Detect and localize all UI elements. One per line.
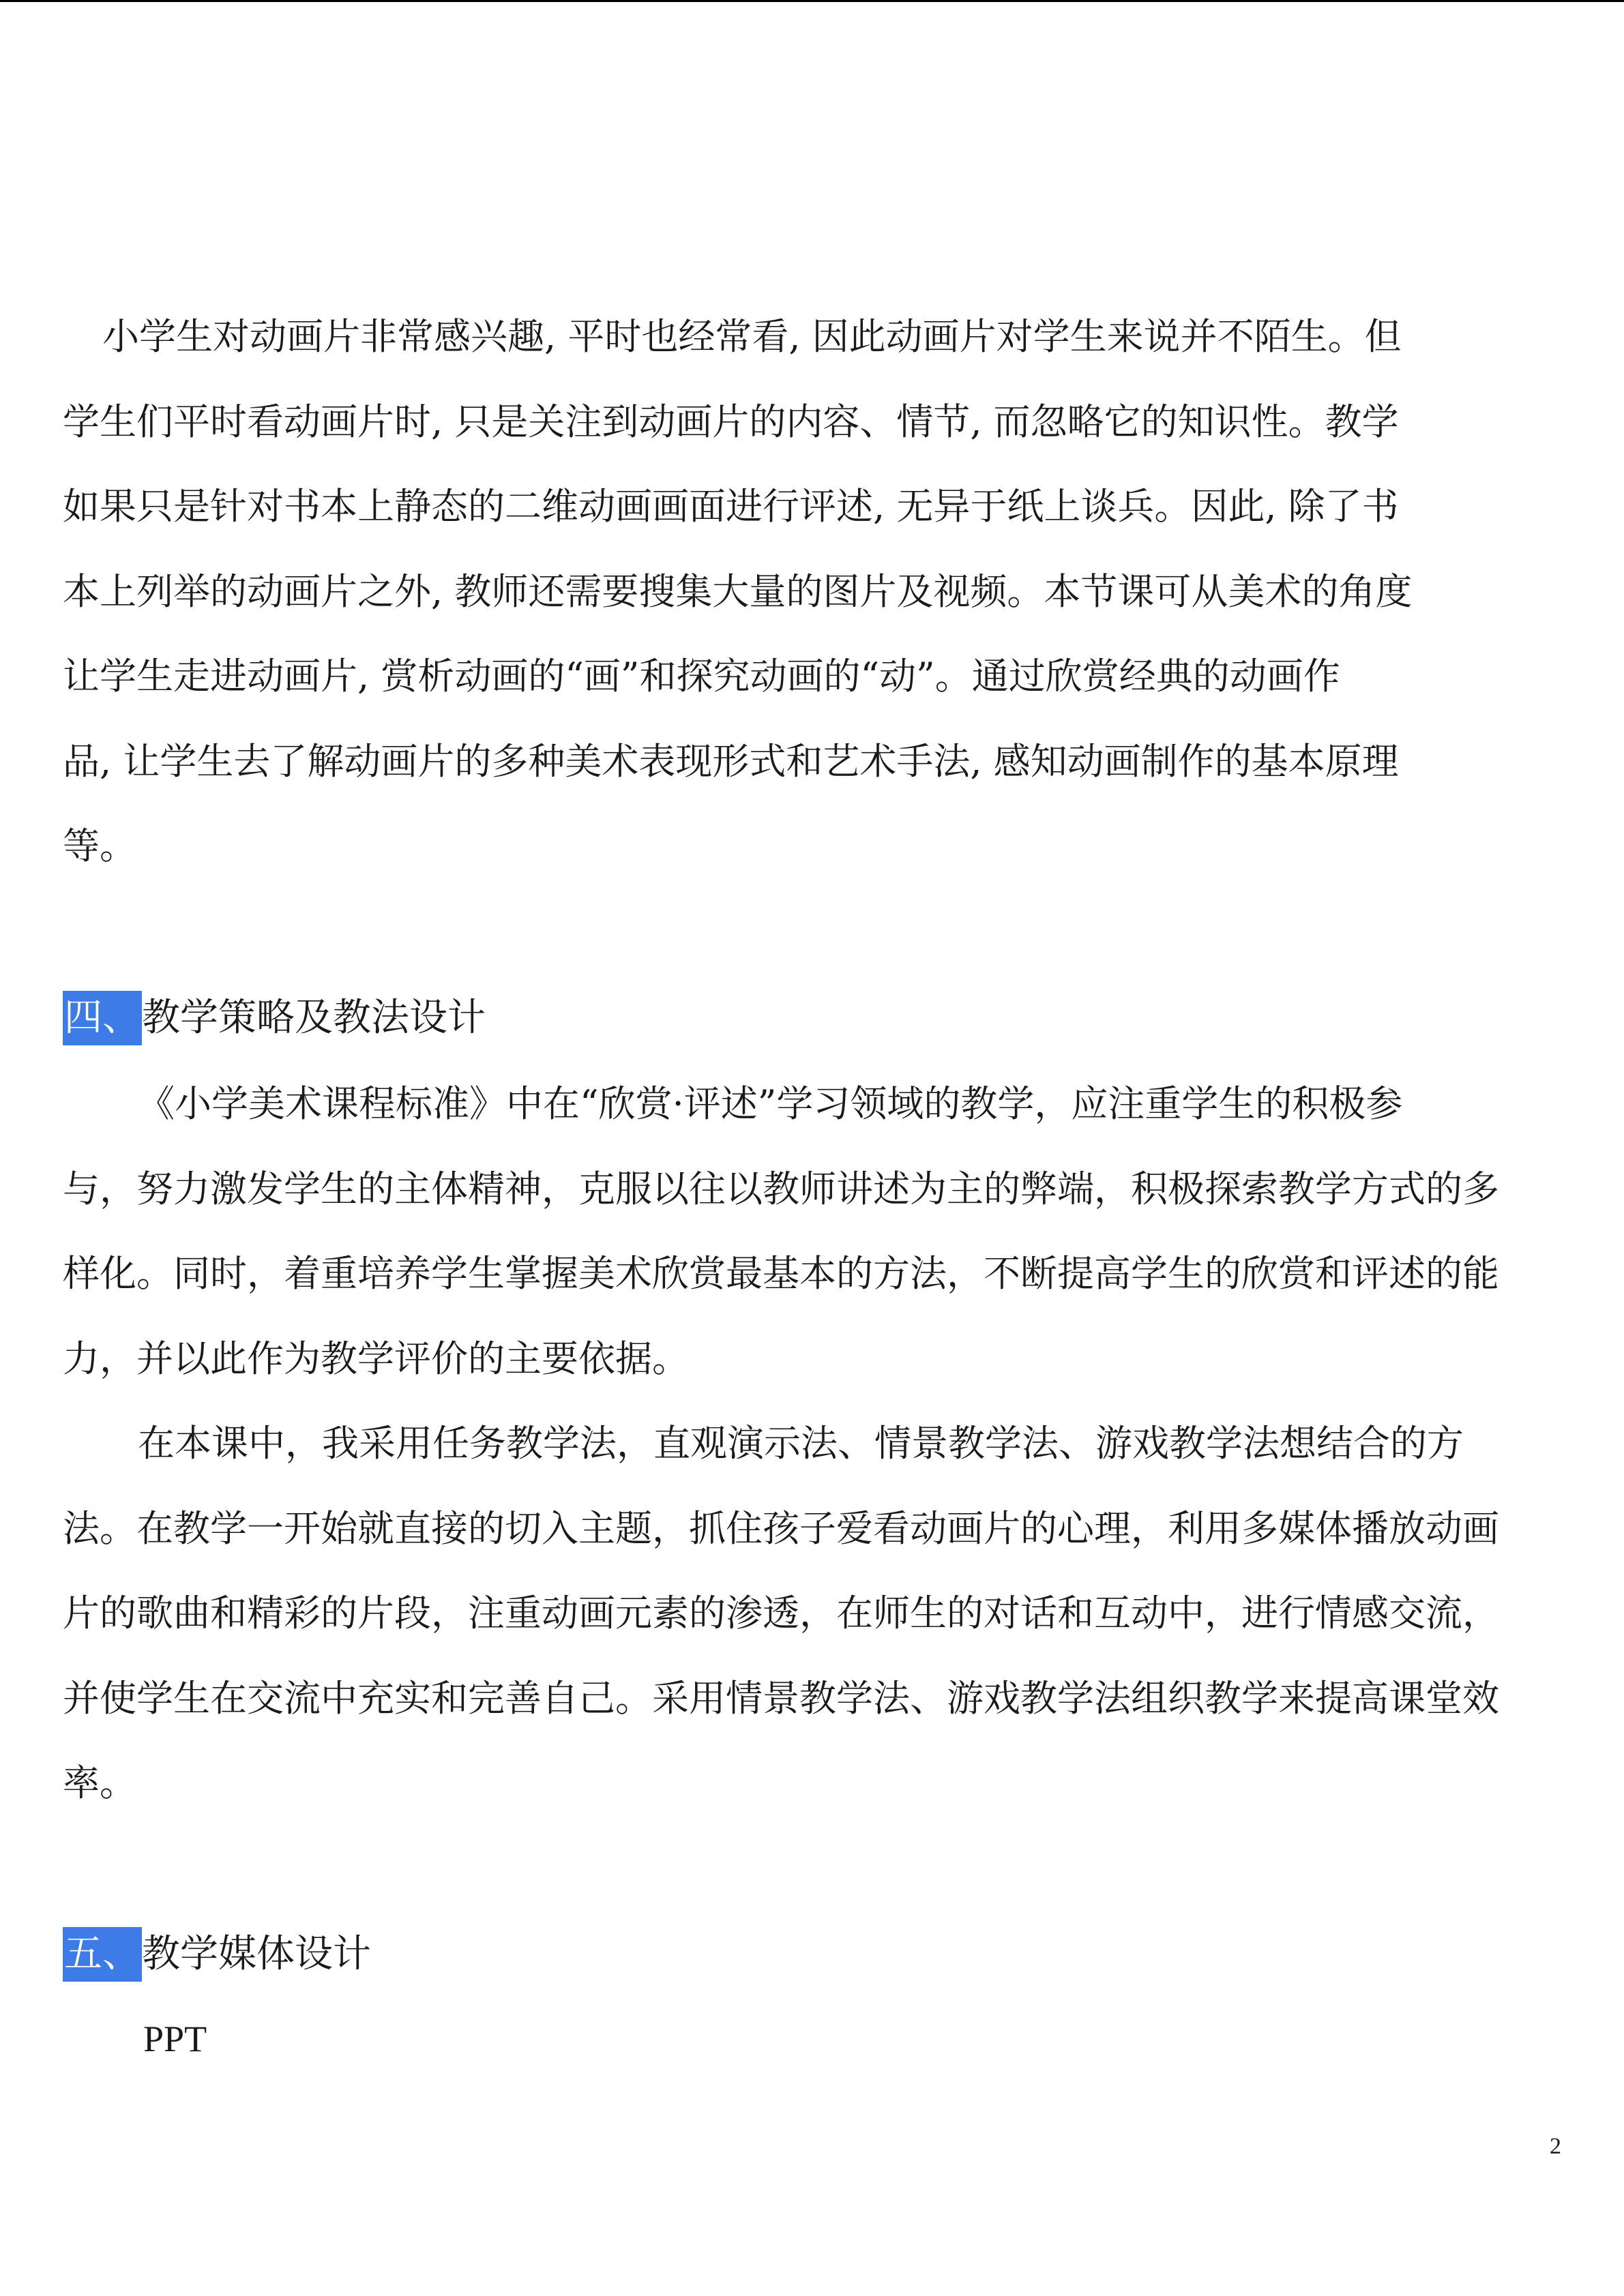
section-4-line: 法。在教学一开始就直接的切入主题，抓住孩子爱看动画片的心理，利用多媒体播放动画: [63, 1506, 1499, 1550]
section-5-number: 五、: [63, 1927, 142, 1982]
section-4-line: 力，并以此作为教学评价的主要依据。: [63, 1337, 689, 1380]
section-4-paragraph-1: [63, 1062, 1561, 1401]
section-5-title: 教学媒体设计: [142, 1932, 371, 1976]
section-4-line: 样化。同时，着重培养学生掌握美术欣赏最基本的方法，不断提高学生的欣赏和评述的能: [63, 1252, 1499, 1295]
section-4-line: 在本课中，我采用任务教学法，直观演示法、情景教学法、游戏教学法想结合的方: [138, 1422, 1464, 1465]
section-4-line: 率。: [63, 1761, 136, 1804]
section-5-content: PPT: [143, 2018, 207, 2059]
intro-line: 等。: [63, 824, 136, 867]
section-4-line: 并使学生在交流中充实和完善自己。采用情景教学法、游戏教学法组织教学来提高课堂效: [63, 1676, 1499, 1720]
section-4-line: 《小学美术课程标准》中在“欣赏·评述”学习领域的教学，应注重学生的积极参: [138, 1082, 1403, 1125]
section-5-heading: [63, 1927, 371, 1982]
intro-line: 本上列举的动画片之外, 教师还需要搜集大量的图片及视频。本节课可从美术的角度: [63, 569, 1413, 613]
intro-line: 如果只是针对书本上静态的二维动画画面进行评述, 无异于纸上谈兵。因此, 除了书: [63, 485, 1399, 528]
section-4-line: 片的歌曲和精彩的片段，注重动画元素的渗透，在师生的对话和互动中，进行情感交流，: [63, 1592, 1499, 1635]
intro-line: 品, 让学生去了解动画片的多种美术表现形式和艺术手法, 感知动画制作的基本原理: [63, 739, 1399, 783]
top-border-line: [0, 0, 1624, 2]
section-4-line: 与，努力激发学生的主体精神，克服以往以教师讲述为主的弊端，积极探索教学方式的多: [63, 1167, 1499, 1210]
section-4-number: 四、: [63, 991, 142, 1045]
intro-line: 学生们平时看动画片时, 只是关注到动画片的内容、情节, 而忽略它的知识性。教学: [63, 400, 1399, 443]
intro-line: 让学生走进动画片, 赏析动画的“画”和探究动画的“动”。通过欣赏经典的动画作: [63, 655, 1340, 698]
intro-line: 小学生对动画片非常感兴趣, 平时也经常看, 因此动画片对学生来说并不陌生。但: [102, 315, 1402, 358]
page-number: 2: [1550, 2134, 1561, 2159]
section-4-title: 教学策略及教法设计: [142, 996, 486, 1040]
section-4-heading: [63, 991, 486, 1045]
intro-paragraph: [63, 295, 1561, 889]
section-4-paragraph-2: [63, 1401, 1561, 1826]
